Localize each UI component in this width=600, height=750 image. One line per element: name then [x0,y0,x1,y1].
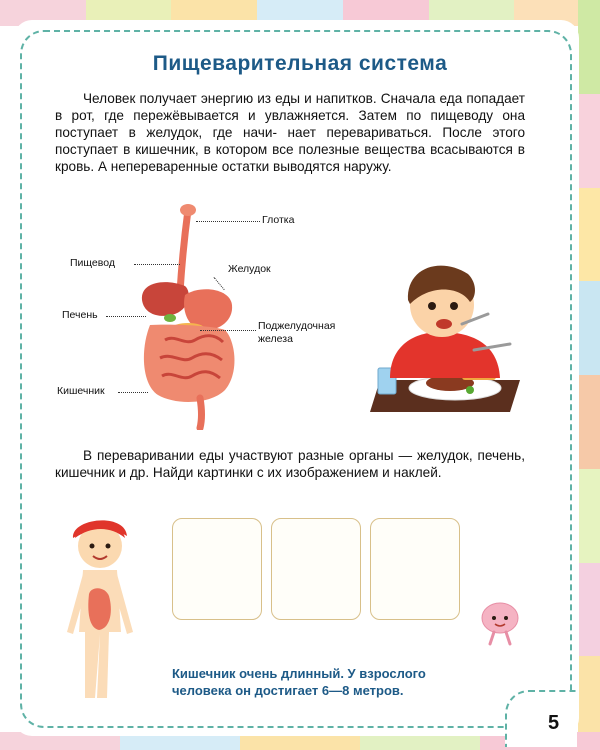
page-title: Пищеварительная система [152,52,448,75]
fact-box [172,665,532,699]
liver-shape [142,282,189,316]
intro-line: еда попадает в рот, где пережёвывается и увлажняется. [55,91,525,123]
digestive-system-diagram [130,200,250,430]
brain-eye-left [492,616,496,620]
right-border [578,0,600,750]
label-stomach: Желудок [228,263,271,275]
sticker-slot[interactable] [172,518,262,620]
brain-eye-right [504,616,508,620]
gallbladder-shape [164,314,176,322]
sticker-slot[interactable] [370,518,460,620]
fact-line: Кишечник очень длинный. У взрослого [172,666,426,681]
task-line: В переваривании еды участвуют разные органы — [83,448,413,463]
label-throat: Глотка [262,214,295,226]
intro-line: А непереваренные остатки выводятся наружу. [97,159,392,174]
page-corner [505,690,577,747]
esophagus-shape [180,210,188,292]
page-number: 5 [548,712,560,734]
leader-throat [196,221,260,222]
task-line: изображением и наклей. [285,465,442,480]
intro-line: в котором все полезные вещества всасываются в кровь. [55,142,526,174]
leader-pancreas [200,330,256,331]
throat-shape [180,204,196,216]
label-esophagus: Пищевод [70,257,115,269]
intro-paragraph [55,90,525,175]
brain-legs [490,632,510,644]
intro-line: Человек получает энергию из еды и напитков. Сначала [83,91,436,106]
sticker-slot[interactable] [271,518,361,620]
peas-shape [466,386,474,394]
label-intestine: Кишечник [57,385,105,397]
leader-liver [106,316,146,317]
child-eye-right [106,544,111,549]
rectum-shape [200,398,202,428]
pancreas-label-line: железа [258,333,293,345]
intro-line: нает перевариваться. После этого поступает в кишечник, [55,125,526,157]
child-body-illustration [55,512,145,702]
label-pancreas [258,320,335,346]
label-liver: Печень [62,309,98,321]
child-eye-left [90,544,95,549]
brain-shape [482,603,518,633]
child-organs [88,588,111,630]
boy-eye-right [450,302,458,310]
task-line: желудок, печень, кишечник и др. Найди картинки с их [55,448,525,480]
brain-mascot-illustration [476,598,524,648]
leader-esophagus [134,264,180,265]
shirt-shape [390,332,500,378]
intro-line: Затем по пищеводу она поступает в желудок, где начи- [55,108,525,140]
intestine-shape [144,325,235,402]
pancreas-label-line: Поджелудочная [258,320,336,332]
fact-line: человека он достигает 6—8 метров. [172,683,404,698]
leader-intestine [118,392,148,393]
boy-eye-left [428,302,436,310]
task-paragraph [55,447,525,481]
boy-mouth [436,319,452,329]
boy-eating-illustration [370,250,530,420]
